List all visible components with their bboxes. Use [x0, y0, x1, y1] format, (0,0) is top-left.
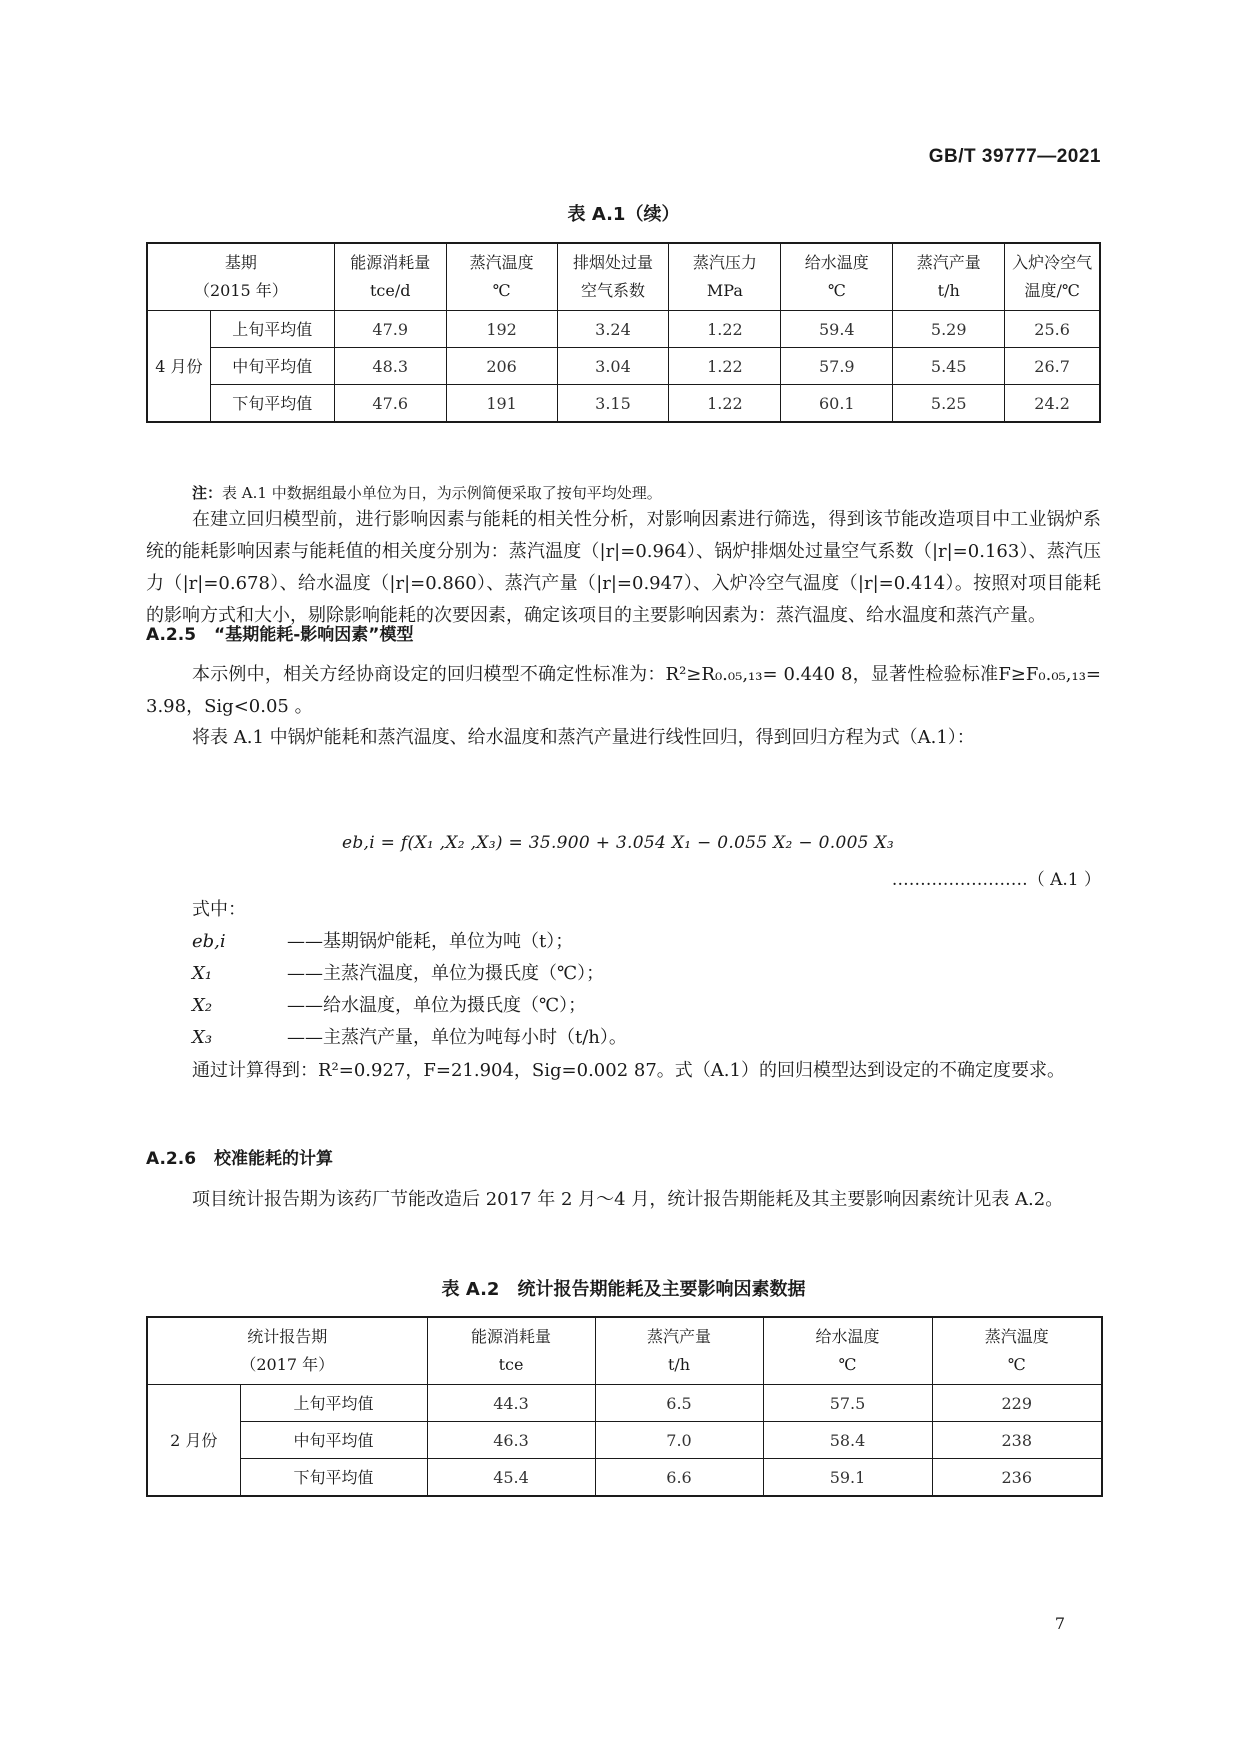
- table-a1-header-cell: 蒸汽温度 ℃: [446, 243, 557, 311]
- table-row: [147, 311, 1100, 348]
- table-a2-header-cell: 能源消耗量 tce: [427, 1317, 595, 1385]
- definition-symbol: eb,i: [192, 931, 226, 952]
- definition-row: [192, 1023, 627, 1049]
- table-cell: 3.04: [557, 348, 669, 385]
- table-cell: 7.0: [595, 1422, 763, 1459]
- table-a2-header-cell: 蒸汽产量 t/h: [595, 1317, 763, 1385]
- table-cell: 3.15: [557, 385, 669, 423]
- definition-text: ——主蒸汽温度，单位为摄氏度（℃）；: [287, 963, 605, 984]
- table-a1: [146, 242, 1101, 423]
- table-cell: 206: [446, 348, 557, 385]
- table-cell: 46.3: [427, 1422, 595, 1459]
- table-a1-header-cell: 能源消耗量 tce/d: [334, 243, 446, 311]
- table-cell: 47.9: [334, 311, 446, 348]
- definition-text: ——基期锅炉能耗，单位为吨（t）；: [287, 931, 574, 952]
- section-a26-heading: [146, 1144, 333, 1169]
- table-a2-header-row: [147, 1317, 1102, 1385]
- definition-symbol: X₁: [192, 963, 213, 984]
- table-cell: 238: [932, 1422, 1102, 1459]
- definition-text: ——主蒸汽产量，单位为吨每小时（t/h）。: [287, 1027, 627, 1048]
- section-a25-heading: [146, 620, 413, 645]
- table-cell: 59.1: [763, 1459, 932, 1497]
- table-cell: 1.22: [669, 385, 781, 423]
- table-a1-header-row: [147, 243, 1100, 311]
- definition-row: [192, 927, 573, 953]
- table-row: [147, 348, 1100, 385]
- table-cell: 25.6: [1005, 311, 1100, 348]
- definition-symbol: X₃: [192, 1027, 213, 1048]
- table-a2-header-period: 统计报告期 （2017 年）: [147, 1317, 427, 1385]
- table-cell: 26.7: [1005, 348, 1100, 385]
- definition-row: [192, 959, 604, 985]
- paragraph-correlation: 在建立回归模型前，进行影响因素与能耗的相关性分析，对影响因素进行筛选，得到该节能改造项目中工业锅炉系统的能耗影响因素与能耗值的相关度分别为：蒸汽温度（|r|=0.964）、锅炉排烟处过量空气系数（|r|=0.163）、蒸汽压力（|r|=0.678）、给水温度（|r|=0.860）、蒸汽产量（|r|=0.947）、入炉冷空气温度（|r|=0.414）。按照对项目能耗的影响方式和大小，剔除影响能耗的次要因素，确定该项目的主要影响因素为：蒸汽温度、给水温度和蒸汽产量。: [146, 509, 1101, 626]
- where-label: 式中：: [192, 899, 246, 920]
- row-label: 中旬平均值: [240, 1422, 427, 1459]
- table-row: [147, 1385, 1102, 1422]
- note-label: 注：: [192, 484, 223, 502]
- table-row: [147, 385, 1100, 423]
- table-cell: 191: [446, 385, 557, 423]
- table-a1-header-period: 基期 （2015 年）: [147, 243, 334, 311]
- table-a1-header-cell: 给水温度 ℃: [781, 243, 893, 311]
- page-number: 7: [1054, 1614, 1065, 1633]
- table-cell: 57.9: [781, 348, 893, 385]
- definition-symbol: X₂: [192, 995, 213, 1016]
- table-cell: 57.5: [763, 1385, 932, 1422]
- paragraph-criteria: 本示例中，相关方经协商设定的回归模型不确定性标准为：R²≥R₀.₀₅,₁₃= 0.440 8，显著性检验标准F≥F₀.₀₅,₁₃= 3.98，Sig<0.05 。: [146, 664, 1101, 717]
- table-a2: [146, 1316, 1103, 1497]
- row-label: 上旬平均值: [210, 311, 334, 348]
- table-cell: 24.2: [1005, 385, 1100, 423]
- table-cell: 59.4: [781, 311, 893, 348]
- table-a1-note: [192, 482, 662, 503]
- table-a2-header-cell: 蒸汽温度 ℃: [932, 1317, 1102, 1385]
- table-cell: 47.6: [334, 385, 446, 423]
- table-cell: 5.29: [893, 311, 1005, 348]
- table-cell: 6.6: [595, 1459, 763, 1497]
- table-a2-caption: 表 A.2 统计报告期能耗及主要影响因素数据: [441, 1279, 806, 1300]
- table-row: [147, 1459, 1102, 1497]
- table-cell: 45.4: [427, 1459, 595, 1497]
- table-cell: 5.45: [893, 348, 1005, 385]
- paragraph-regression: 将表 A.1 中锅炉能耗和蒸汽温度、给水温度和蒸汽产量进行线性回归，得到回归方程为式（A.1）：: [192, 727, 975, 748]
- table-a1-header-cell: 排烟处过量 空气系数: [557, 243, 669, 311]
- table-cell: 6.5: [595, 1385, 763, 1422]
- definition-row: [192, 991, 586, 1017]
- table-cell: 48.3: [334, 348, 446, 385]
- table-cell: 236: [932, 1459, 1102, 1497]
- row-label: 下旬平均值: [210, 385, 334, 423]
- table-cell: 229: [932, 1385, 1102, 1422]
- definition-text: ——给水温度，单位为摄氏度（℃）；: [287, 995, 587, 1016]
- section-title: 校准能耗的计算: [214, 1149, 334, 1169]
- table-cell: 1.22: [669, 348, 781, 385]
- table-cell: 3.24: [557, 311, 669, 348]
- section-number: A.2.5: [146, 625, 197, 645]
- table-cell: 44.3: [427, 1385, 595, 1422]
- table-cell: 60.1: [781, 385, 893, 423]
- row-label: 中旬平均值: [210, 348, 334, 385]
- table-a1-header-cell: 蒸汽压力 MPa: [669, 243, 781, 311]
- table-a1-group-label: 4 月份: [147, 311, 210, 423]
- table-a2-header-cell: 给水温度 ℃: [763, 1317, 932, 1385]
- table-a1-header-cell: 蒸汽产量 t/h: [893, 243, 1005, 311]
- formula-number: ……………………（ A.1 ）: [891, 870, 1101, 890]
- note-text: 表 A.1 中数据组最小单位为日，为示例简便采取了按旬平均处理。: [222, 484, 662, 502]
- table-cell: 58.4: [763, 1422, 932, 1459]
- table-a1-caption: 表 A.1（续）: [567, 204, 680, 225]
- section-title: “基期能耗-影响因素”模型: [214, 625, 414, 645]
- regression-formula: eb,i = f(X₁ ,X₂ ,X₃) = 35.900 + 3.054 X₁ − 0.055 X₂ − 0.005 X₃: [342, 833, 895, 853]
- table-cell: 192: [446, 311, 557, 348]
- row-label: 下旬平均值: [240, 1459, 427, 1497]
- paragraph-result: 通过计算得到：R²=0.927，F=21.904，Sig=0.002 87。式（A.1）的回归模型达到设定的不确定度要求。: [192, 1060, 1065, 1081]
- table-row: [147, 1422, 1102, 1459]
- table-a1-header-cell: 入炉冷空气 温度/℃: [1005, 243, 1100, 311]
- paragraph-report-period: 项目统计报告期为该药厂节能改造后 2017 年 2 月～4 月，统计报告期能耗及其主要影响因素统计见表 A.2。: [192, 1189, 1064, 1210]
- table-cell: 1.22: [669, 311, 781, 348]
- standard-code: GB/T 39777—2021: [928, 146, 1101, 167]
- section-number: A.2.6: [146, 1149, 197, 1169]
- table-cell: 5.25: [893, 385, 1005, 423]
- row-label: 上旬平均值: [240, 1385, 427, 1422]
- table-a2-group-label: 2 月份: [147, 1385, 240, 1497]
